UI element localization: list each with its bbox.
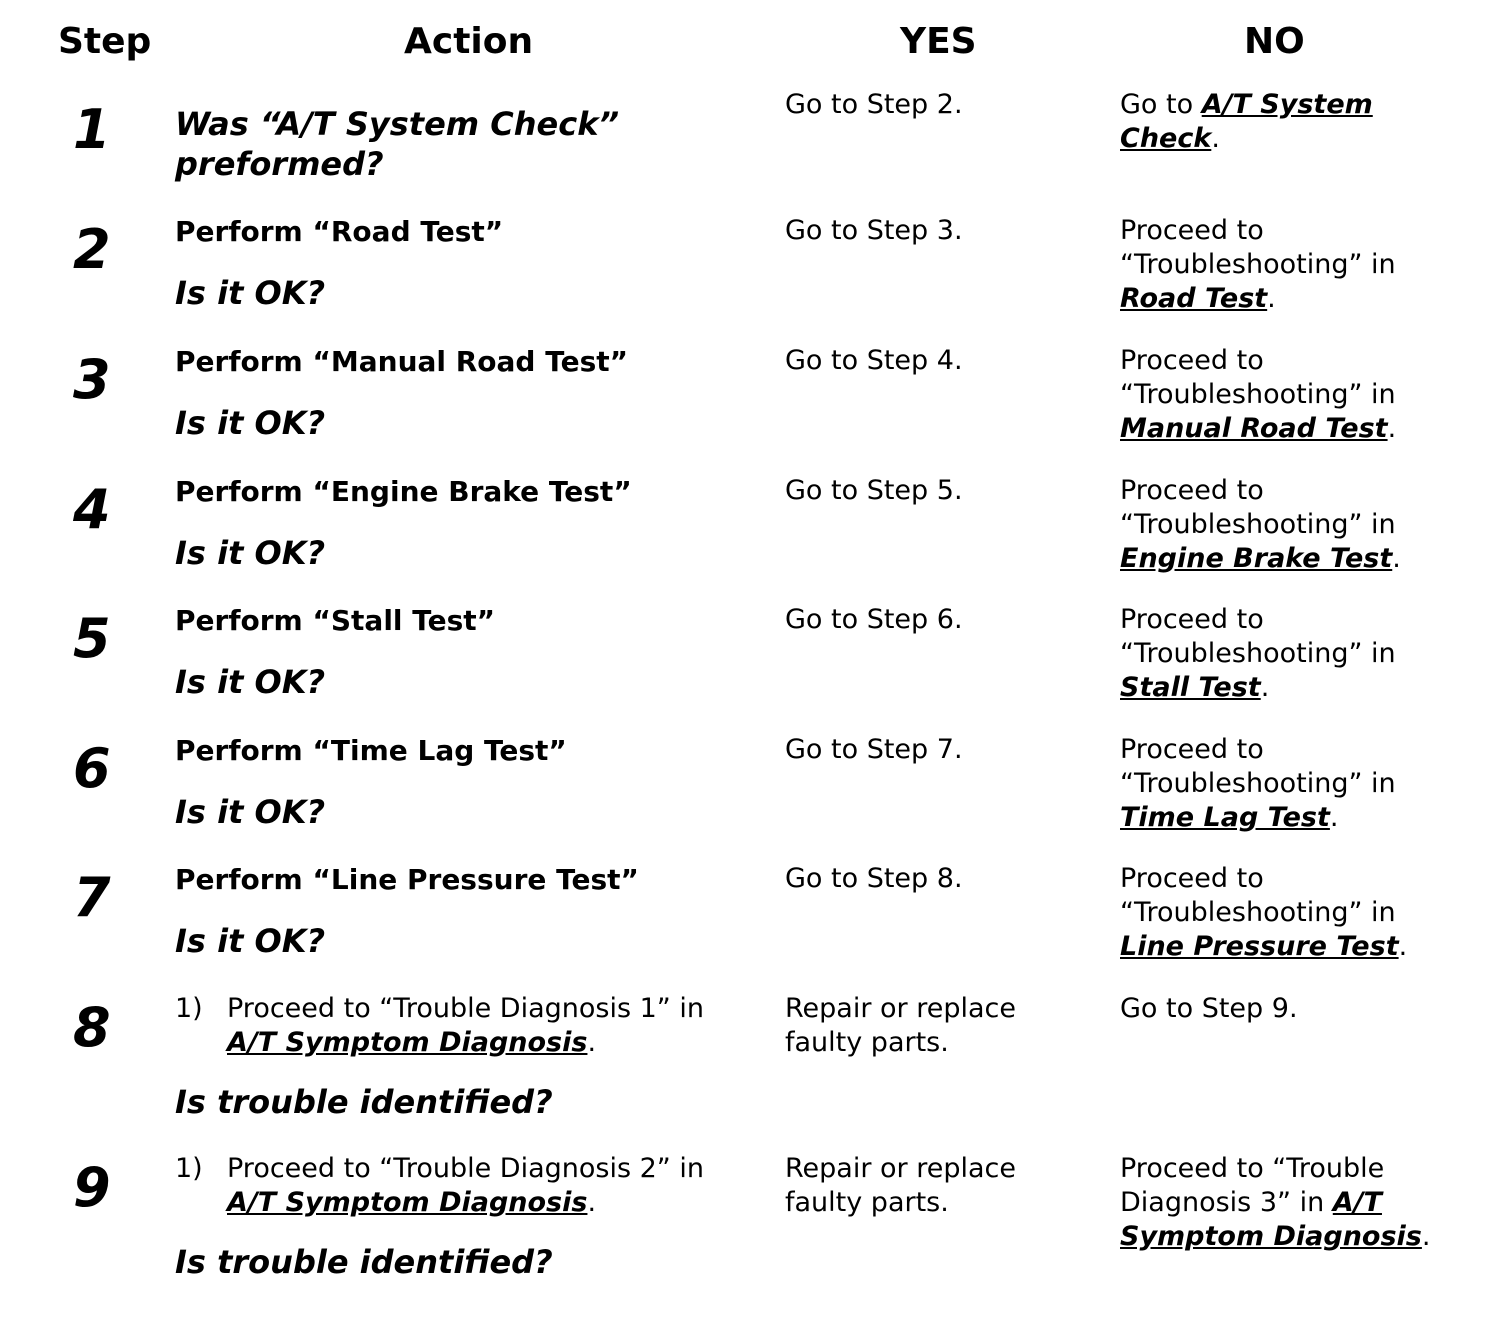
step-number: 3 (73, 348, 111, 411)
step-no (1120, 1152, 1450, 1254)
step-no (1120, 862, 1420, 964)
link-line-pressure-test[interactable]: Line Pressure Test (1120, 931, 1399, 962)
link-at-symptom-diagnosis[interactable]: A/T Symptom Diagnosis (227, 1027, 588, 1058)
step-no (1120, 733, 1420, 835)
header-action: Action (404, 21, 534, 62)
step-no (1120, 88, 1400, 156)
link-engine-brake-test[interactable]: Engine Brake Test (1120, 543, 1393, 574)
yes-line-1: Repair or replace (785, 993, 1016, 1024)
no-suffix: . (1421, 1221, 1431, 1252)
sub-item-label: 1) (175, 993, 203, 1024)
no-suffix: . (1211, 123, 1220, 154)
step-yes (785, 992, 1085, 1060)
step-action (175, 734, 755, 832)
header-no: NO (1244, 21, 1305, 62)
step-number: 7 (73, 866, 111, 929)
no-line-1: Proceed to (1120, 863, 1264, 894)
no-suffix: . (1387, 413, 1397, 444)
no-suffix: . (1329, 802, 1339, 833)
step-question: Was “A/T System Check” preformed? (175, 105, 620, 183)
step-perform: Perform “Line Pressure Test” (175, 863, 639, 896)
no-line-1: Proceed to (1120, 604, 1264, 635)
step-no (1120, 603, 1420, 705)
step-number: 8 (73, 996, 111, 1059)
no-line-1: Proceed to (1120, 475, 1264, 506)
step-yes: Go to Step 5. (785, 475, 963, 506)
step-question: Is it OK? (175, 404, 326, 442)
step-perform: Perform “Engine Brake Test” (175, 475, 632, 508)
step-perform: Perform “Manual Road Test” (175, 345, 629, 378)
no-line-1: Proceed to “Trouble (1120, 1153, 1385, 1184)
no-suffix: . (1398, 931, 1408, 962)
no-line-2: “Troubleshooting” in (1120, 249, 1396, 280)
link-at-symptom-diagnosis-part-2[interactable]: Symptom Diagnosis (1120, 1221, 1422, 1252)
step-question: Is trouble identified? (175, 1083, 553, 1121)
no-line-2: “Troubleshooting” in (1120, 379, 1396, 410)
no-line-2: “Troubleshooting” in (1120, 897, 1396, 928)
no-line-2: “Troubleshooting” in (1120, 768, 1396, 799)
step-no (1120, 344, 1420, 446)
yes-line-2: faulty parts. (785, 1027, 949, 1058)
step-yes: Go to Step 8. (785, 863, 963, 894)
no-line-2: Diagnosis 3” in (1120, 1187, 1333, 1218)
no-line-2: “Troubleshooting” in (1120, 638, 1396, 669)
no-line-1: Proceed to (1120, 345, 1264, 376)
step-question: Is trouble identified? (175, 1243, 553, 1281)
header-step: Step (58, 21, 152, 62)
step-yes (785, 1152, 1085, 1220)
link-time-lag-test[interactable]: Time Lag Test (1120, 802, 1330, 833)
step-action (175, 604, 755, 702)
step-question: Is it OK? (175, 922, 326, 960)
step-no (1120, 214, 1420, 316)
sub-item-text: Proceed to “Trouble Diagnosis 2” in (227, 1153, 704, 1184)
step-action (175, 104, 755, 184)
step-question: Is it OK? (175, 534, 326, 572)
link-stall-test[interactable]: Stall Test (1120, 672, 1261, 703)
step-question: Is it OK? (175, 663, 326, 701)
step-no (1120, 474, 1420, 576)
step-yes: Go to Step 7. (785, 734, 963, 765)
step-perform: Perform “Time Lag Test” (175, 734, 567, 767)
step-action (175, 215, 755, 313)
sub-item-suffix: . (587, 1187, 597, 1218)
step-yes: Go to Step 3. (785, 215, 963, 246)
step-action (175, 475, 755, 573)
link-manual-road-test[interactable]: Manual Road Test (1120, 413, 1388, 444)
step-sub-item (175, 1152, 755, 1220)
step-question: Is it OK? (175, 274, 326, 312)
sub-item-text: Proceed to “Trouble Diagnosis 1” in (227, 993, 704, 1024)
step-perform: Perform “Road Test” (175, 215, 504, 248)
sub-item-label: 1) (175, 1153, 203, 1184)
step-number: 5 (73, 607, 111, 670)
step-no: Go to Step 9. (1120, 993, 1298, 1024)
step-action (175, 1152, 755, 1282)
link-at-symptom-diagnosis[interactable]: A/T Symptom Diagnosis (227, 1187, 588, 1218)
no-suffix: . (1260, 672, 1270, 703)
yes-line-2: faulty parts. (785, 1187, 949, 1218)
step-perform: Perform “Stall Test” (175, 604, 496, 637)
link-at-symptom-diagnosis-part-1[interactable]: A/T (1332, 1187, 1382, 1218)
step-number: 2 (73, 218, 111, 281)
step-number: 9 (73, 1156, 111, 1219)
no-line-1: Proceed to (1120, 215, 1264, 246)
step-sub-item (175, 992, 755, 1060)
step-number: 1 (73, 98, 111, 161)
step-question: Is it OK? (175, 793, 326, 831)
step-number: 4 (73, 478, 111, 541)
sub-item-suffix: . (587, 1027, 597, 1058)
step-action (175, 992, 755, 1122)
no-prefix: Go to (1120, 89, 1202, 120)
link-road-test[interactable]: Road Test (1120, 283, 1268, 314)
step-yes: Go to Step 6. (785, 604, 963, 635)
no-suffix: . (1267, 283, 1276, 314)
step-yes: Go to Step 2. (785, 89, 963, 120)
step-number: 6 (73, 737, 111, 800)
link-at-system-check[interactable]: A/T System Check (1120, 89, 1373, 154)
no-line-1: Proceed to (1120, 734, 1264, 765)
header-yes: YES (900, 21, 977, 62)
step-yes: Go to Step 4. (785, 345, 963, 376)
yes-line-1: Repair or replace (785, 1153, 1016, 1184)
step-action (175, 863, 755, 961)
no-suffix: . (1392, 543, 1401, 574)
no-line-2: “Troubleshooting” in (1120, 509, 1396, 540)
step-action (175, 345, 755, 443)
